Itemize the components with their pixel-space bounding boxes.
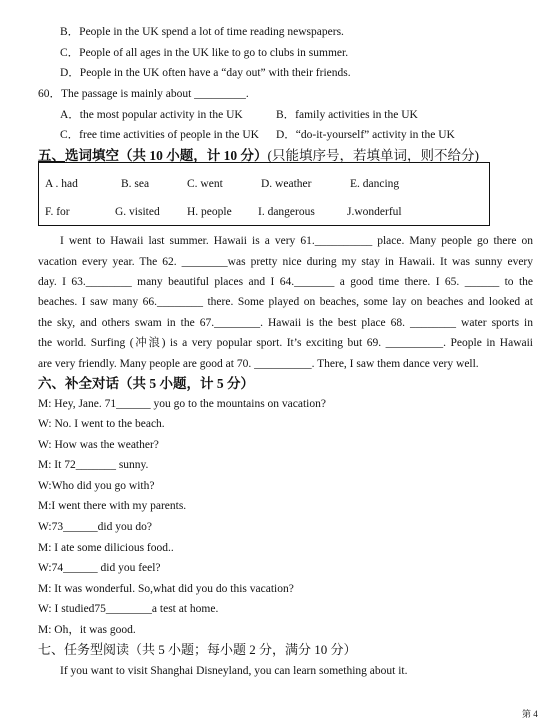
dialogue-line: M:I went there with my parents. [38, 500, 187, 512]
passage-line: I went to Hawaii last summer. Hawaii is a very 61.__________ place. Many people go there on [60, 235, 533, 247]
word-option-e: E. dancing [350, 178, 400, 190]
passage-line: vacation every year. The 62. ________was pretty nice during my stay in Hawaii. It was sunny every [38, 256, 533, 268]
dialogue-line: M: It 72_______ sunny. [38, 459, 149, 471]
q59-option-c: C．People of all ages in the UK like to go to clubs in summer. [60, 47, 349, 59]
dialogue-line: W: How was the weather? [38, 439, 159, 451]
q60-stem: 60．The passage is mainly about _________. [38, 88, 249, 100]
word-option-c: C. went [187, 178, 223, 190]
word-bank-box [38, 162, 490, 226]
word-option-f: F. for [45, 206, 70, 218]
q60-option-d: D．“do-it-yourself” activity in the UK [276, 129, 455, 141]
dialogue-line: W: I studied75________a test at home. [38, 603, 219, 615]
dialogue-line: W:74______ did you feel? [38, 562, 161, 574]
dialogue-line: M: It was wonderful. So,what did you do this vacation? [38, 583, 294, 595]
section5-note: (只能填序号，若填单词，则不给分) [267, 148, 479, 163]
dialogue-line: W:73______did you do? [38, 521, 152, 533]
dialogue-line: M: Hey, Jane. 71______ you go to the mountains on vacation? [38, 398, 326, 410]
section7-intro: If you want to visit Shanghai Disneyland, you can learn something about it. [60, 665, 408, 677]
page-number: 第 4 [522, 709, 538, 719]
section6-heading: 六、补全对话（共 5 小题，计 5 分） [38, 376, 254, 391]
dialogue-line: M: Oh，it was good. [38, 624, 136, 636]
passage-line: day. I 63.________ many beautiful places and I 64._______ a good time there. I 65. ______ to the [38, 276, 533, 288]
word-option-d: D. weather [261, 178, 312, 190]
q59-option-d: D．People in the UK often have a “day out” with their friends. [60, 67, 351, 79]
word-option-i: I. dangerous [258, 206, 315, 218]
section7-heading: 七、任务型阅读（共 5 小题；每小题 2 分，满分 10 分） [38, 642, 357, 657]
passage-line: the world. Surfing (冲浪) is a very popular sport. It’s exciting but 69. __________. People in Hawaii [38, 337, 533, 349]
passage-line: the sky, and others swam in the 67.________. Hawaii is the best place 68. ________ water sports in [38, 317, 533, 329]
q60-option-c: C．free time activities of people in the UK [60, 129, 259, 141]
section5-heading [38, 149, 479, 163]
word-option-j: J.wonderful [347, 206, 402, 218]
passage-line: beaches. I saw many 66.________ there. Some played on beaches, some lay on beaches and looked at [38, 296, 533, 308]
word-option-h: H. people [187, 206, 232, 218]
passage-line: are very friendly. Many people are good at 70. __________. There, I saw them dance very well. [38, 358, 479, 370]
dialogue-line: M: I ate some dilicious food.. [38, 542, 174, 554]
word-option-b: B. sea [121, 178, 150, 190]
word-option-a: A . had [45, 178, 78, 190]
dialogue-line: W:Who did you go with? [38, 480, 155, 492]
q60-option-b: B．family activities in the UK [276, 109, 418, 121]
q60-option-a: A．the most popular activity in the UK [60, 109, 243, 121]
word-option-g: G. visited [115, 206, 160, 218]
section5-title: 选词填空（共 10 小题，计 10 分） [65, 148, 268, 163]
dialogue-line: W: No. I went to the beach. [38, 418, 165, 430]
section5-number: 五、 [38, 148, 65, 163]
q59-option-b: B．People in the UK spend a lot of time reading newspapers. [60, 26, 344, 38]
